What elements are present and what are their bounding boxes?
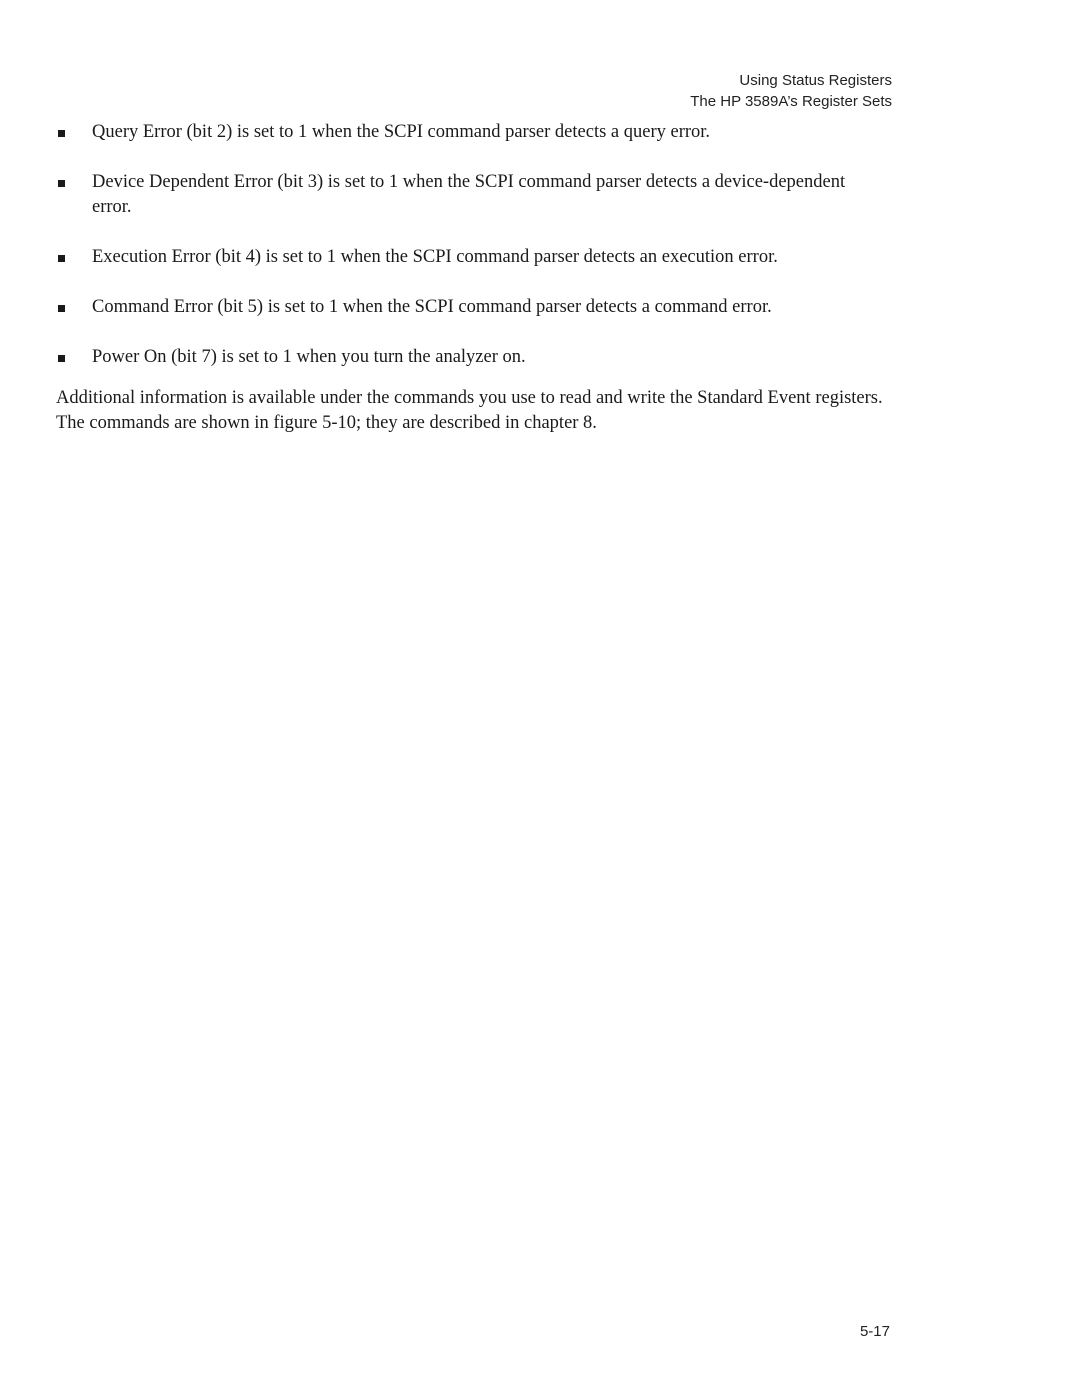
header-chapter-title: Using Status Registers	[739, 72, 892, 89]
list-item-text: Query Error (bit 2) is set to 1 when the SCPI command parser detects a query error.	[92, 122, 711, 142]
running-header	[690, 70, 892, 112]
body-paragraph: Additional information is available under the commands you use to read and write the Standard Event registers. The commands are shown in figure 5-10; they are described in chapter 8.	[56, 388, 883, 433]
list-item	[56, 170, 886, 220]
page-number: 5-17	[859, 1323, 890, 1340]
list-item-text: Execution Error (bit 4) is set to 1 when the SCPI command parser detects an execution error.	[92, 247, 778, 267]
square-bullet-icon	[58, 355, 65, 362]
square-bullet-icon	[58, 130, 65, 137]
list-item	[56, 120, 886, 145]
list-item-text: Power On (bit 7) is set to 1 when you turn the analyzer on.	[92, 347, 526, 367]
list-item	[56, 295, 886, 320]
list-item-text: Command Error (bit 5) is set to 1 when the SCPI command parser detects a command error.	[92, 297, 772, 317]
header-section-title: The HP 3589A’s Register Sets	[690, 93, 892, 110]
square-bullet-icon	[58, 180, 65, 187]
square-bullet-icon	[58, 305, 65, 312]
error-bit-list	[56, 120, 886, 395]
list-item	[56, 345, 886, 370]
square-bullet-icon	[58, 255, 65, 262]
list-item-text: Device Dependent Error (bit 3) is set to 1 when the SCPI command parser detects a device-dependent error.	[92, 172, 846, 217]
list-item	[56, 245, 886, 270]
